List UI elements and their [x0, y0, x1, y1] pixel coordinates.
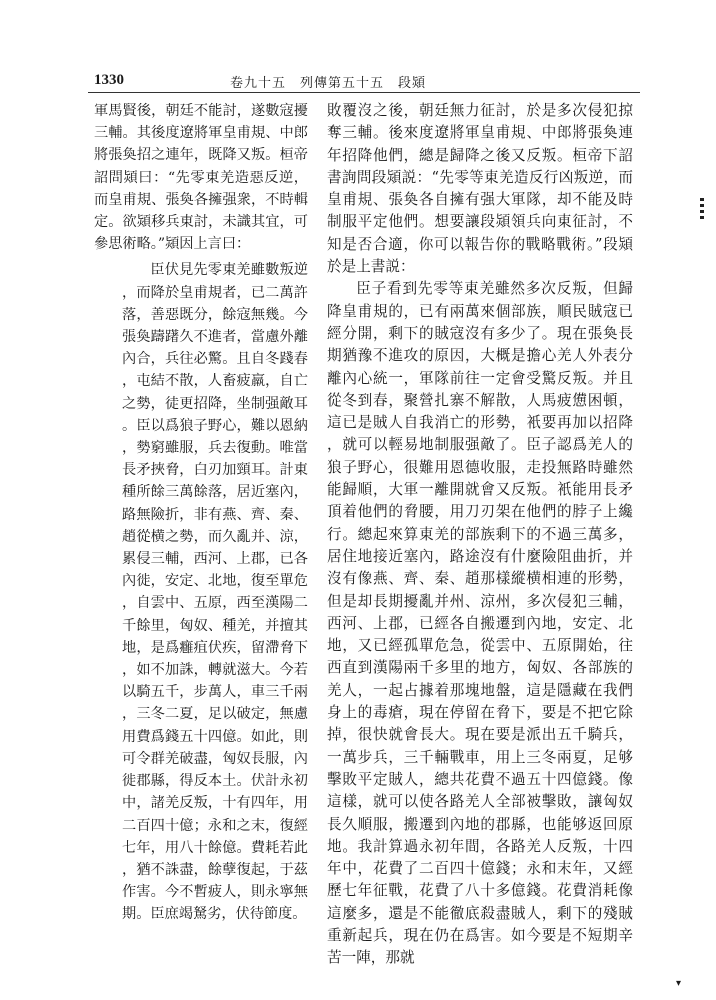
corner-mark-icon: ▾: [676, 978, 682, 989]
translation-intro-paragraph: 敗覆沒之後，朝廷無力征討，於是多次侵犯掠奪三輔。後來度遼將軍皇甫規、中郎將張奐連年招降他們，總是歸降之後又反叛。桓帝下詔書詢問段熲説：“先零等東羌造反行凶叛逆，而皇甫規、張奐各自擁有强大軍隊，却不能及時制服平定他們。想要讓段熲領兵向東征討，不知是否合適，你可以報告你的戰略戰術。”段熲於是上書説：: [327, 102, 633, 276]
running-header: 卷九十五 列傳第五十五 段熲: [230, 76, 427, 91]
classical-memorial-paragraph: 臣伏見先零東羌雖數叛逆，而降於皇甫規者，已二萬許落，善惡既分，餘寇無幾。今張奐躊躇久不進者，當慮外離內合，兵往必驚。且自冬踐春，屯結不散，人畜疲羸，自亡之勢，徒更招降，坐制强敵耳。臣以爲狼子野心，難以恩納，勢窮雖服，兵去復動。唯當長矛挾脅，白刃加頸耳。計東種所餘三萬餘落，居近塞內，路無險折，非有燕、齊、秦、趙從横之勢，而久亂并、涼，累侵三輔，西河、上郡，已各內徙，安定、北地，復至單危，自雲中、五原，西至漢陽二千餘里，匈奴、種羌，并擅其地，是爲癰疽伏疾，留滯脅下，如不加誅，轉就滋大。今若以騎五千，步萬人，車三千兩，三冬二夏，足以破定，無慮用費爲錢五十四億。如此，則可令群羌破盡，匈奴長服，內徙郡縣，得反本土。伏計永初中，諸羌反叛，十有四年，用二百四十億；永和之末，復經七年，用八十餘億。費耗若此，猶不誅盡，餘孽復起，于茲作害。今不暫疲人，則永寧無期。臣庶竭駑劣，伏待節度。: [122, 262, 308, 923]
margin-mark-icon: [700, 198, 704, 220]
header-rule: [88, 92, 640, 93]
translation-memorial-paragraph: 臣子看到先零等東羌雖然多次反叛，但歸降皇甫規的，已有兩萬來個部族，順民賊寇已經分開，剩下的賊寇沒有多少了。現在張奐長期猶豫不進攻的原因，大概是擔心羌人外表分離內心統一，軍隊前往一定會受驚反叛。并且從冬到春，聚營扎寨不解散，人馬疲憊困頓，這已是賊人自我消亡的形勢，衹要再加以招降，就可以輕易地制服强敵了。臣子認爲羌人的狼子野心，很難用恩德收服，走投無路時雖然能歸順，大軍一離開就會又反叛。衹能用長矛頂着他們的脅腰，用刀刃架在他們的脖子上纔行。總起來算東羌的部族剩下的不過三萬多，居住地接近塞內，路途沒有什麼險阻曲折，并沒有像燕、齊、秦、趙那樣縱横相連的形勢，但是却長期擾亂并州、涼州，多次侵犯三輔，西河、上郡，已經各自搬遷到內地，安定、北地，又已經孤單危急，從雲中、五原開始，往西直到漢陽兩千多里的地方，匈奴、各部族的羌人，一起占據着那塊地盤，這是隱藏在我們身上的毒瘡，現在停留在脅下，要是不把它除掉，很快就會長大。現在要是派出五千騎兵，一萬步兵，三千輛戰車，用上三冬兩夏，足够擊敗平定賊人，總共花費不過五十四億錢。像這樣，就可以使各路羌人全部被擊敗，讓匈奴長久順服，搬遷到內地的郡縣，也能够返回原地。我計算過永初年間，各路羌人反叛，十四年中，花費了二百四十億錢；永和末年，又經歷七年征戰，花費了八十多億錢。花費消耗像這麼多，還是不能徹底殺盡賊人，剩下的殘賊重新起兵，現在仍在爲害。如今要是不短期辛苦一陣，那就: [327, 280, 633, 967]
classical-intro-paragraph: 軍馬賢後，朝廷不能討，遂數寇擾三輔。其後度遼將軍皇甫規、中郎將張奐招之連年，既降又叛。桓帝詔問熲曰：“先零東羌造惡反逆，而皇甫規、張奐各擁强衆，不時輯定。欲熲移兵東討，未識其宜，可參思術略。”熲因上言曰：: [94, 103, 308, 253]
classical-text-column: [94, 100, 308, 926]
translation-column: [327, 100, 633, 970]
page-number: 1330: [94, 72, 124, 88]
